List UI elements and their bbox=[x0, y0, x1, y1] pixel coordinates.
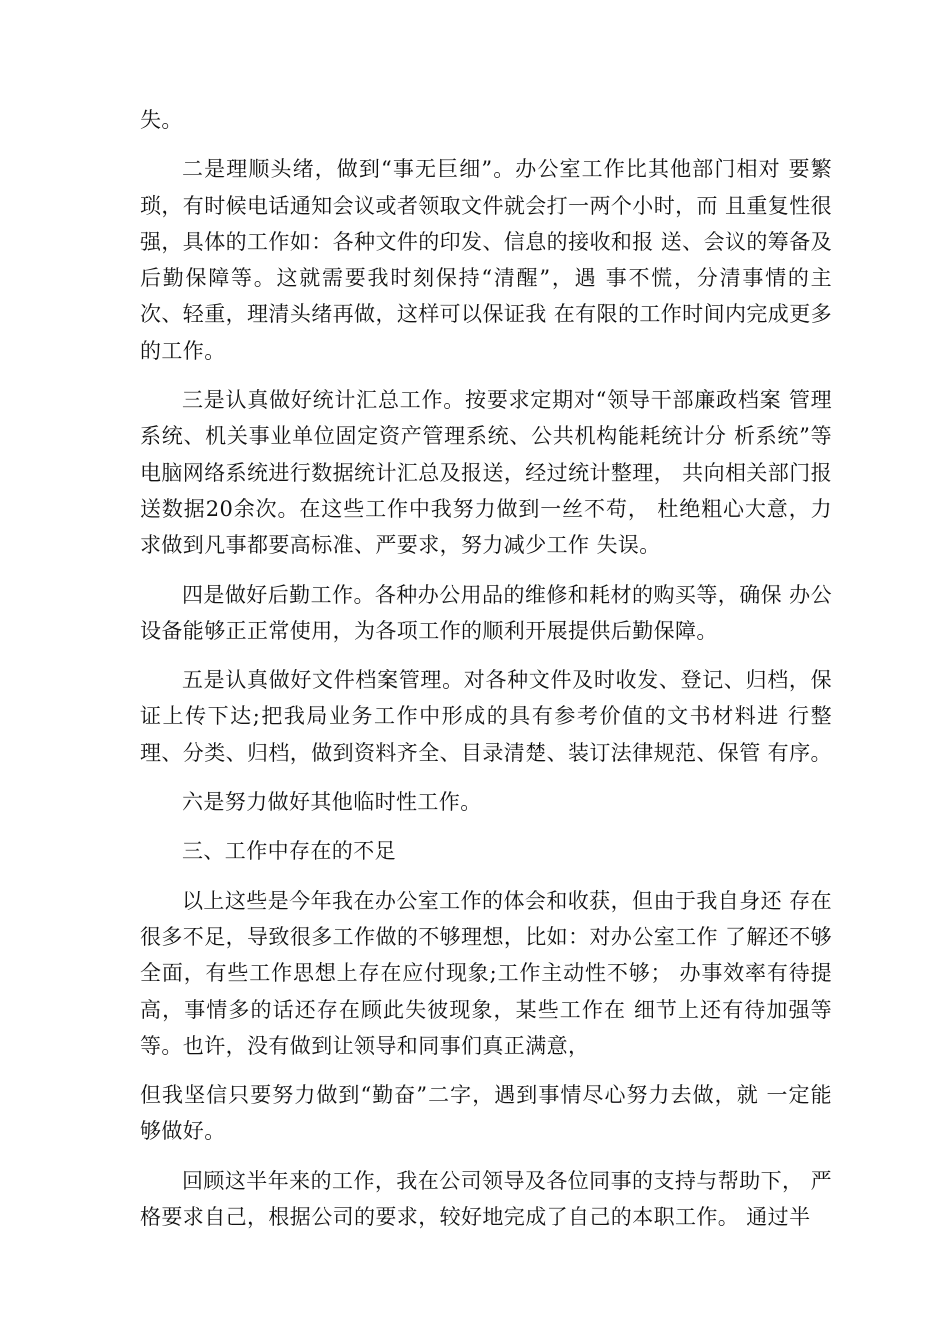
paragraph-item-3: 三是认真做好统计汇总工作。按要求定期对“领导干部廉政档案 管理系统、机关事业单位固定资产管理系统、公共机构能耗统计分 析系统”等电脑网络系统进行数据统计汇总及报送，经过统计整理， 共向相关部门报送数据20余次。在这些工作中我努力做到一丝不苟， 杜绝粗心大意，力求做到凡事都要高标准、严要求，努力减少工作 失误。 bbox=[140, 388, 832, 558]
paragraph-item-4: 四是做好后勤工作。各种办公用品的维修和耗材的购买等，确保 办公设备能够正正常使用，为各项工作的顺利开展提供后勤保障。 bbox=[140, 582, 832, 643]
paragraph-continuation: 失。 bbox=[140, 108, 183, 132]
section-heading: 三、工作中存在的不足 bbox=[182, 839, 396, 864]
paragraph-item-6: 六是努力做好其他临时性工作。 bbox=[182, 790, 482, 815]
paragraph-item-2: 二是理顺头绪，做到“事无巨细”。办公室工作比其他部门相对 要繁琐，有时候电话通知会议或者领取文件就会打一两个小时，而 且重复性很强，具体的工作如：各种文件的印发、信息的接收和报 送、会议的筹备及后勤保障等。这就需要我时刻保持“清醒”，遇 事不慌，分清事情的主次、轻重，理清头绪再做，这样可以保证我 在有限的工作时间内完成更多的工作。 bbox=[140, 157, 832, 363]
body-text bbox=[140, 102, 832, 1248]
paragraph-shortcomings: 以上这些是今年我在办公室工作的体会和收获，但由于我自身还 存在很多不足，导致很多工作做的不够理想，比如：对办公室工作 了解还不够全面，有些工作思想上存在应付现象;工作主动性不够； 办事效率有待提高，事情多的话还存在顾此失彼现象，某些工作在 细节上还有待加强等等。也许，没有做到让领导和同事们真正满意， bbox=[140, 888, 832, 1058]
paragraph-shortcomings-continued: 但我坚信只要努力做到“勤奋”二字，遇到事情尽心努力去做，就 一定能够做好。 bbox=[140, 1083, 832, 1144]
paragraph-review: 回顾这半年来的工作，我在公司领导及各位同事的支持与帮助下， 严格要求自己，根据公司的要求，较好地完成了自己的本职工作。 通过半 bbox=[140, 1168, 832, 1230]
paragraph-item-5: 五是认真做好文件档案管理。对各种文件及时收发、登记、归档，保证上传下达;把我局业务工作中形成的具有参考价值的文书材料进 行整理、分类、归档，做到资料齐全、目录清楚、装订法律规范、保管 有序。 bbox=[140, 668, 832, 765]
